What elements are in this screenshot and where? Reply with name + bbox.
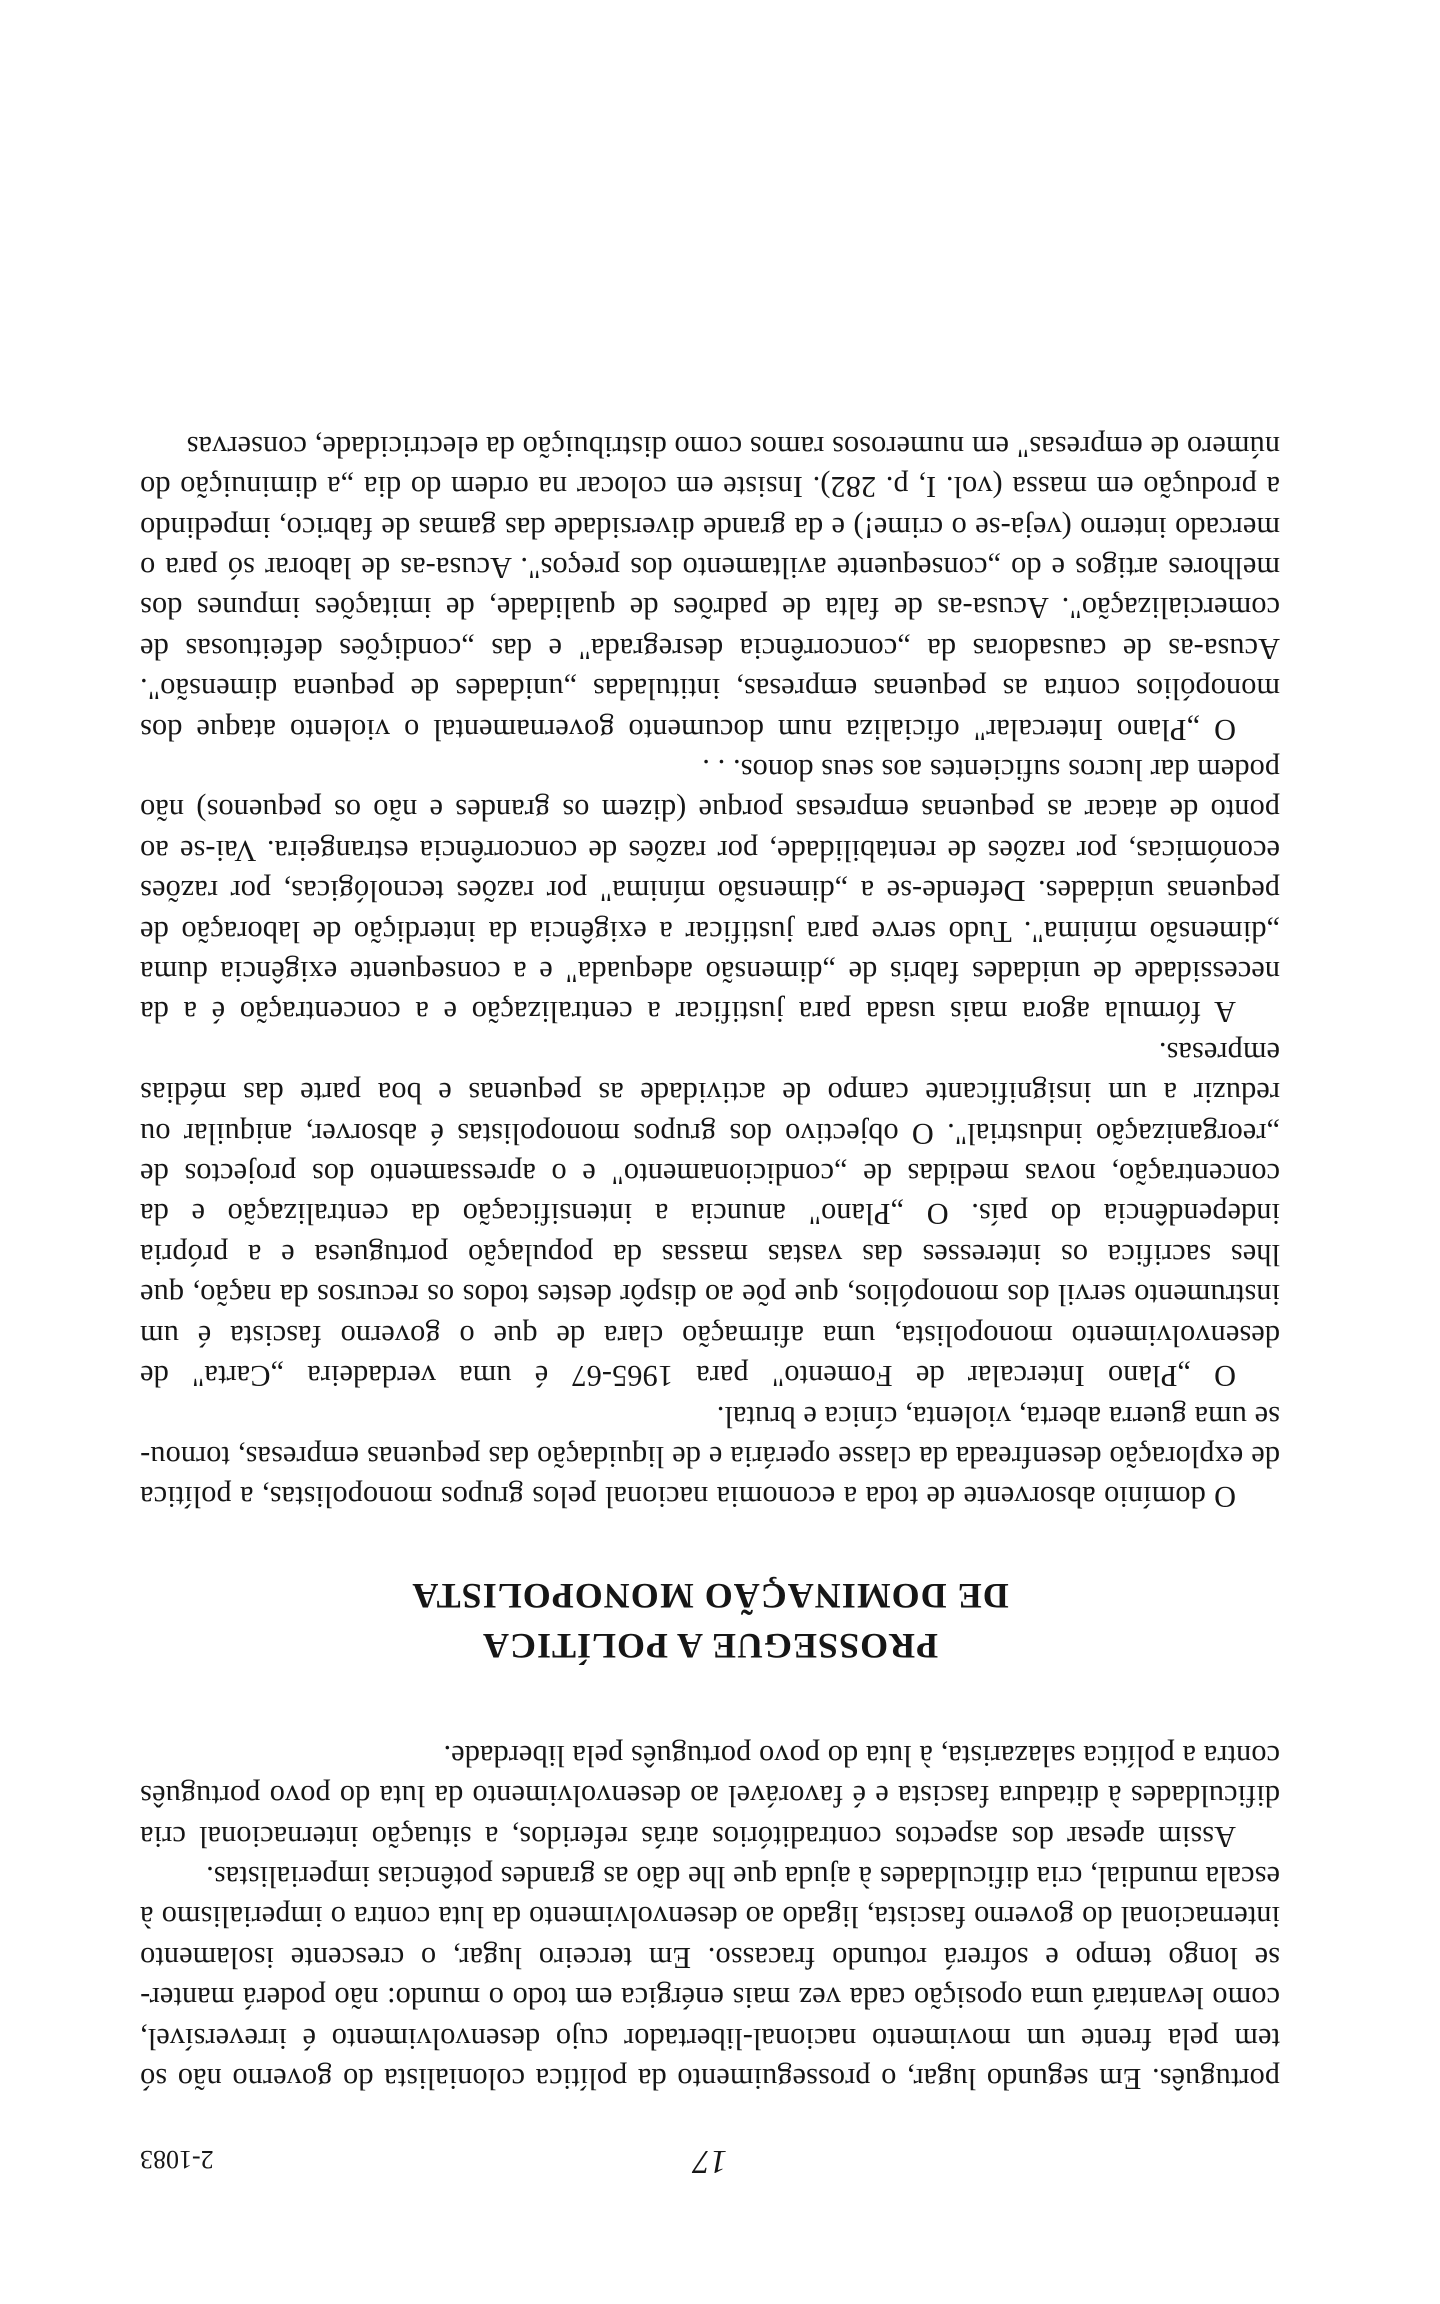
- paragraph: português. Em segundo lugar, o prosseguimento da política colonialista do governo não só tem pela frente um movimento nacional-libertador cujo desenvolvimento é irreversível, como levantará uma oposição cada vez mais enérgica em todo o mundo: não poderá manter-se longo tempo e sofrerá rotundo fracasso. Em terceiro lugar, o crescente isolamento internacional do governo fascista, ligado ao desenvolvimento da luta contra o imperialismo à escala mundial, cria dificuldades à ajuda que lhe dão as grandes potências imperialistas.: [140, 1859, 1280, 2096]
- section-title-line: PROSSEGUE A POLÍTICA: [481, 1626, 939, 1667]
- paragraph: O „Plano Intercalar de Fomento" para 1965-67 é uma verdadeira „Carta" de desenvolvimento monopolista, uma afirmação clara de que o governo fascista é um instrumento servil dos monopólios, que põe ao dispôr destes todos os recursos da nação, que lhes sacrifica os interesses das vastas massas da população portuguesa e a própria independência do país. O „Plano" anuncia a intensificação da centralização e da concentração, novas medidas de „condicionamento" e o apressamento dos projectos de „reorganização industrial". O objectivo dos grupos monopolistas é absorver, aniquilar ou reduzir a um insignificante campo de actividade as pequenas e boa parte das médias empresas.: [140, 1035, 1280, 1394]
- document-body: [140, 426, 1280, 2099]
- paragraph: O domínio absorvente de toda a economia nacional pelos grupos monopolistas, a política de exploração desenfreada da classe operária e de liquidação das pequenas empresas, tornou-se uma guerra aberta, violenta, cínica e brutal.: [140, 1399, 1280, 1515]
- print-code: 2-1083: [140, 2145, 214, 2174]
- page-number: 17: [693, 2143, 727, 2180]
- section-title-line: DE DOMINAÇÃO MONOPOLISTA: [411, 1576, 1009, 1617]
- paragraph: O „Plano Intercalar" oficializa num documento governamental o violento ataque dos monopólios contra as pequenas empresas, intituladas „unidades de pequena dimensão". Acusa-as de causadoras da „concorrência desregrada" e das „condições defeituosas de comercialização". Acusa-as de falta de padrões de qualidade, de imitações impunes dos melhores artigos e do „consequente aviltamento dos preços". Acusa-as de laborar só para o mercado interno (veja-se o crime!) e da grande diversidade das gamas de fabrico, impedindo a produção em massa (vol. I, p. 282). Insiste em colocar na ordem do dia „a diminuição do número de empresas" em numerosos ramos como distribuição da electricidade, conservas: [140, 429, 1280, 747]
- paragraph: Assim apesar dos aspectos contraditórios atrás referidos, a situação internacional cria dificuldades à ditadura fascista e é favorável ao desenvolvimento da luta do povo português contra a política salazarista, à luta do povo português pela liberdade.: [140, 1738, 1280, 1854]
- section-title: [140, 1571, 1280, 1671]
- page-header: [140, 2140, 1280, 2180]
- paragraph: A fórmula agora mais usada para justificar a centralização e a concentração é a da necessidade de unidades fabris de „dimensão adequada" e a consequente exigência duma „dimensão mínima". Tudo serve para justificar a exigência da interdição de laboração de pequenas unidades. Defende-se a „dimensão mínima" por razões tecnológicas, por razões económicas, por razões de rentabilidade, por razões de concorrência estrangeira. Vai-se ao ponto de atacar as pequenas empresas porque (dizem os grandes e não os pequenos) não podem dar lucros suficientes aos seus donos. . .: [140, 753, 1280, 1030]
